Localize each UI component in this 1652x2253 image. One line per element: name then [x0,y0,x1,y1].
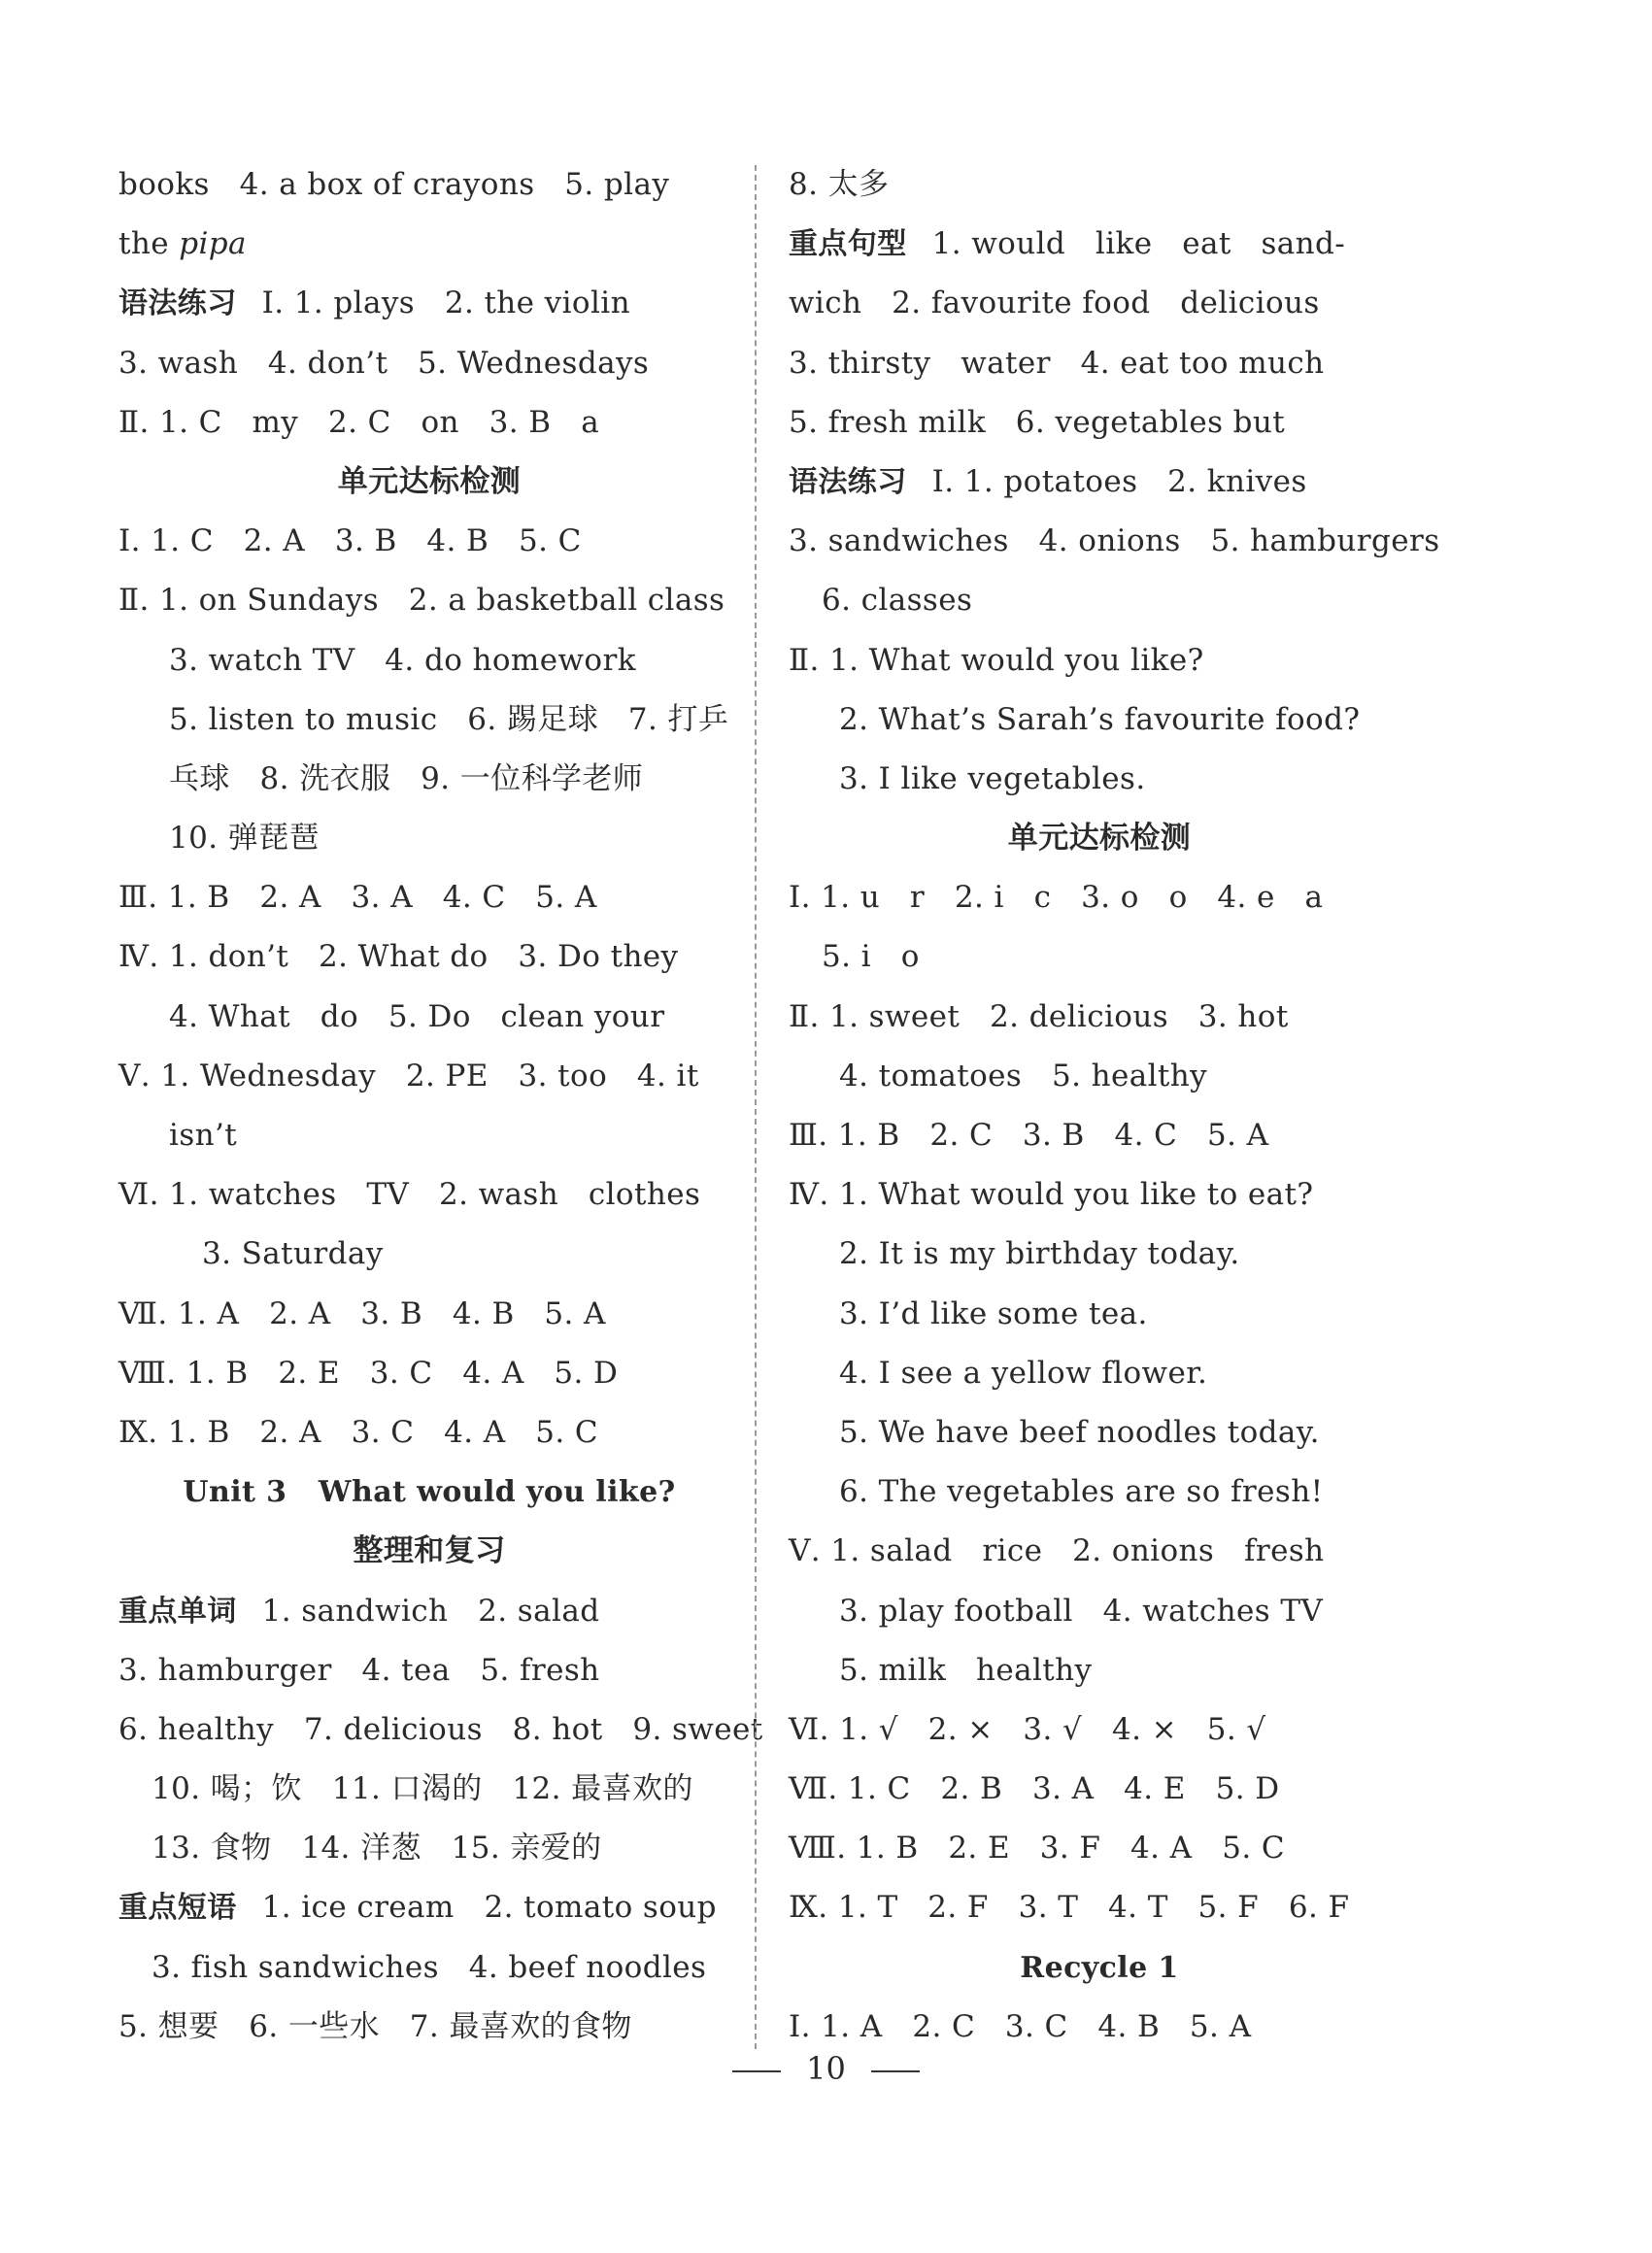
answer-line: 5. listen to music 6. 踢足球 7. 打乒 [169,701,729,737]
answer-line: Ⅱ. 1. C my 2. C on 3. B a [118,404,600,440]
answer-line: 5. i o [822,939,920,975]
answer-line: 2. What’s Sarah’s favourite food? [839,701,1361,737]
answer-line: Ⅳ. 1. don’t 2. What do 3. Do they [118,939,679,975]
footer-dash-right [871,2070,920,2072]
section-title-unit-test: 单元达标检测 [1007,821,1192,857]
answer-line: Ⅷ. 1. B 2. E 3. C 4. A 5. D [118,1355,619,1391]
answer-line: 3. sandwiches 4. onions 5. hamburgers [789,523,1440,559]
answer-line: 5. fresh milk 6. vegetables but [789,404,1286,440]
answer-line: 语法练习 Ⅰ. 1. potatoes 2. knives [789,463,1307,499]
left-column [118,155,763,2057]
answer-line: 3. I like vegetables. [839,760,1146,796]
page-number: 10 [806,2050,846,2087]
answer-line: 3. fish sandwiches 4. beef noodles [152,1949,707,1985]
answer-line: 4. What do 5. Do clean your [169,998,665,1034]
section-title-review: 整理和复习 [353,1533,506,1569]
answer-line: Ⅸ. 1. T 2. F 3. T 4. T 5. F 6. F [789,1890,1350,1926]
answer-line: 10. 喝；饮 11. 口渴的 12. 最喜欢的 [152,1771,693,1807]
answer-line: wich 2. favourite food delicious [789,286,1320,321]
answer-line: 重点句型 1. would like eat sand- [789,226,1346,262]
answer-line: Ⅰ. 1. C 2. A 3. B 4. B 5. C [118,523,582,559]
answer-line: 8. 太多 [789,167,890,202]
answer-line: 5. milk healthy [839,1652,1093,1688]
column-divider [755,165,757,2049]
answer-line: Ⅱ. 1. What would you like? [789,642,1204,678]
answer-line: 6. The vegetables are so fresh! [839,1474,1324,1510]
answer-line: Ⅶ. 1. A 2. A 3. B 4. B 5. A [118,1295,606,1331]
section-heading-grammar: 语法练习 [789,464,907,499]
answer-line: 4. tomatoes 5. healthy [839,1058,1208,1093]
answer-line: isn’t [169,1118,238,1153]
answer-line: 5. We have beef noodles today. [839,1414,1320,1450]
answer-line: 3. wash 4. don’t 5. Wednesdays [118,345,650,381]
answer-line: 3. thirsty water 4. eat too much [789,345,1325,381]
italic-term: pipa [179,226,247,262]
answer-line: Ⅲ. 1. B 2. C 3. B 4. C 5. A [789,1118,1269,1153]
unit-title: Unit 3 What would you like? [183,1475,676,1510]
footer-dash-left [732,2070,781,2072]
answer-line: Ⅴ. 1. Wednesday 2. PE 3. too 4. it [118,1058,699,1093]
answer-line: 13. 食物 14. 洋葱 15. 亲爱的 [152,1831,602,1866]
answer-line: Ⅶ. 1. C 2. B 3. A 4. E 5. D [789,1771,1280,1807]
section-heading-key-sentences: 重点句型 [789,227,907,262]
answer-line: Ⅱ. 1. on Sundays 2. a basketball class [118,583,725,619]
section-heading-key-words: 重点单词 [118,1594,237,1629]
answer-line: Ⅷ. 1. B 2. E 3. F 4. A 5. C [789,1831,1285,1866]
answer-line: Ⅰ. 1. u r 2. i c 3. o o 4. e a [789,880,1324,916]
page-footer [0,2049,1652,2088]
answer-line: books 4. a box of crayons 5. play [118,167,670,202]
answer-line: 6. healthy 7. delicious 8. hot 9. sweet [118,1711,763,1747]
answer-line: Ⅳ. 1. What would you like to eat? [789,1177,1314,1213]
answer-line: Ⅲ. 1. B 2. A 3. A 4. C 5. A [118,880,597,916]
answer-line: Ⅵ. 1. √ 2. × 3. √ 4. × 5. √ [789,1711,1266,1747]
answer-line: the pipa [118,226,247,262]
answer-line: Ⅸ. 1. B 2. A 3. C 4. A 5. C [118,1414,599,1450]
section-heading-grammar: 语法练习 [118,286,237,321]
answer-line: 语法练习 Ⅰ. 1. plays 2. the violin [118,286,630,321]
answer-line: 5. 想要 6. 一些水 7. 最喜欢的食物 [118,2008,632,2044]
section-title-recycle: Recycle 1 [1020,1950,1179,1985]
answer-line: 重点短语 1. ice cream 2. tomato soup [118,1890,717,1926]
answer-line: 3. Saturday [202,1236,384,1272]
section-heading-key-phrases: 重点短语 [118,1891,237,1926]
answer-line: Ⅱ. 1. sweet 2. delicious 3. hot [789,998,1289,1034]
answer-line: 4. I see a yellow flower. [839,1355,1208,1391]
answer-line: 10. 弹琵琶 [169,821,320,857]
answer-line: 3. hamburger 4. tea 5. fresh [118,1652,600,1688]
right-column [789,155,1440,2057]
answer-line: 重点单词 1. sandwich 2. salad [118,1593,600,1629]
answer-line: Ⅴ. 1. salad rice 2. onions fresh [789,1533,1325,1569]
answer-line: 3. watch TV 4. do homework [169,642,636,678]
answer-line: 2. It is my birthday today. [839,1236,1240,1272]
answer-line: 6. classes [822,583,973,619]
section-title-unit-test: 单元达标检测 [337,463,522,499]
answer-line: 3. play football 4. watches TV [839,1593,1324,1629]
answer-line: Ⅰ. 1. A 2. C 3. C 4. B 5. A [789,2008,1252,2044]
answer-line: 乓球 8. 洗衣服 9. 一位科学老师 [169,760,644,796]
answer-line: 3. I’d like some tea. [839,1295,1148,1331]
answer-line: Ⅵ. 1. watches TV 2. wash clothes [118,1177,701,1213]
